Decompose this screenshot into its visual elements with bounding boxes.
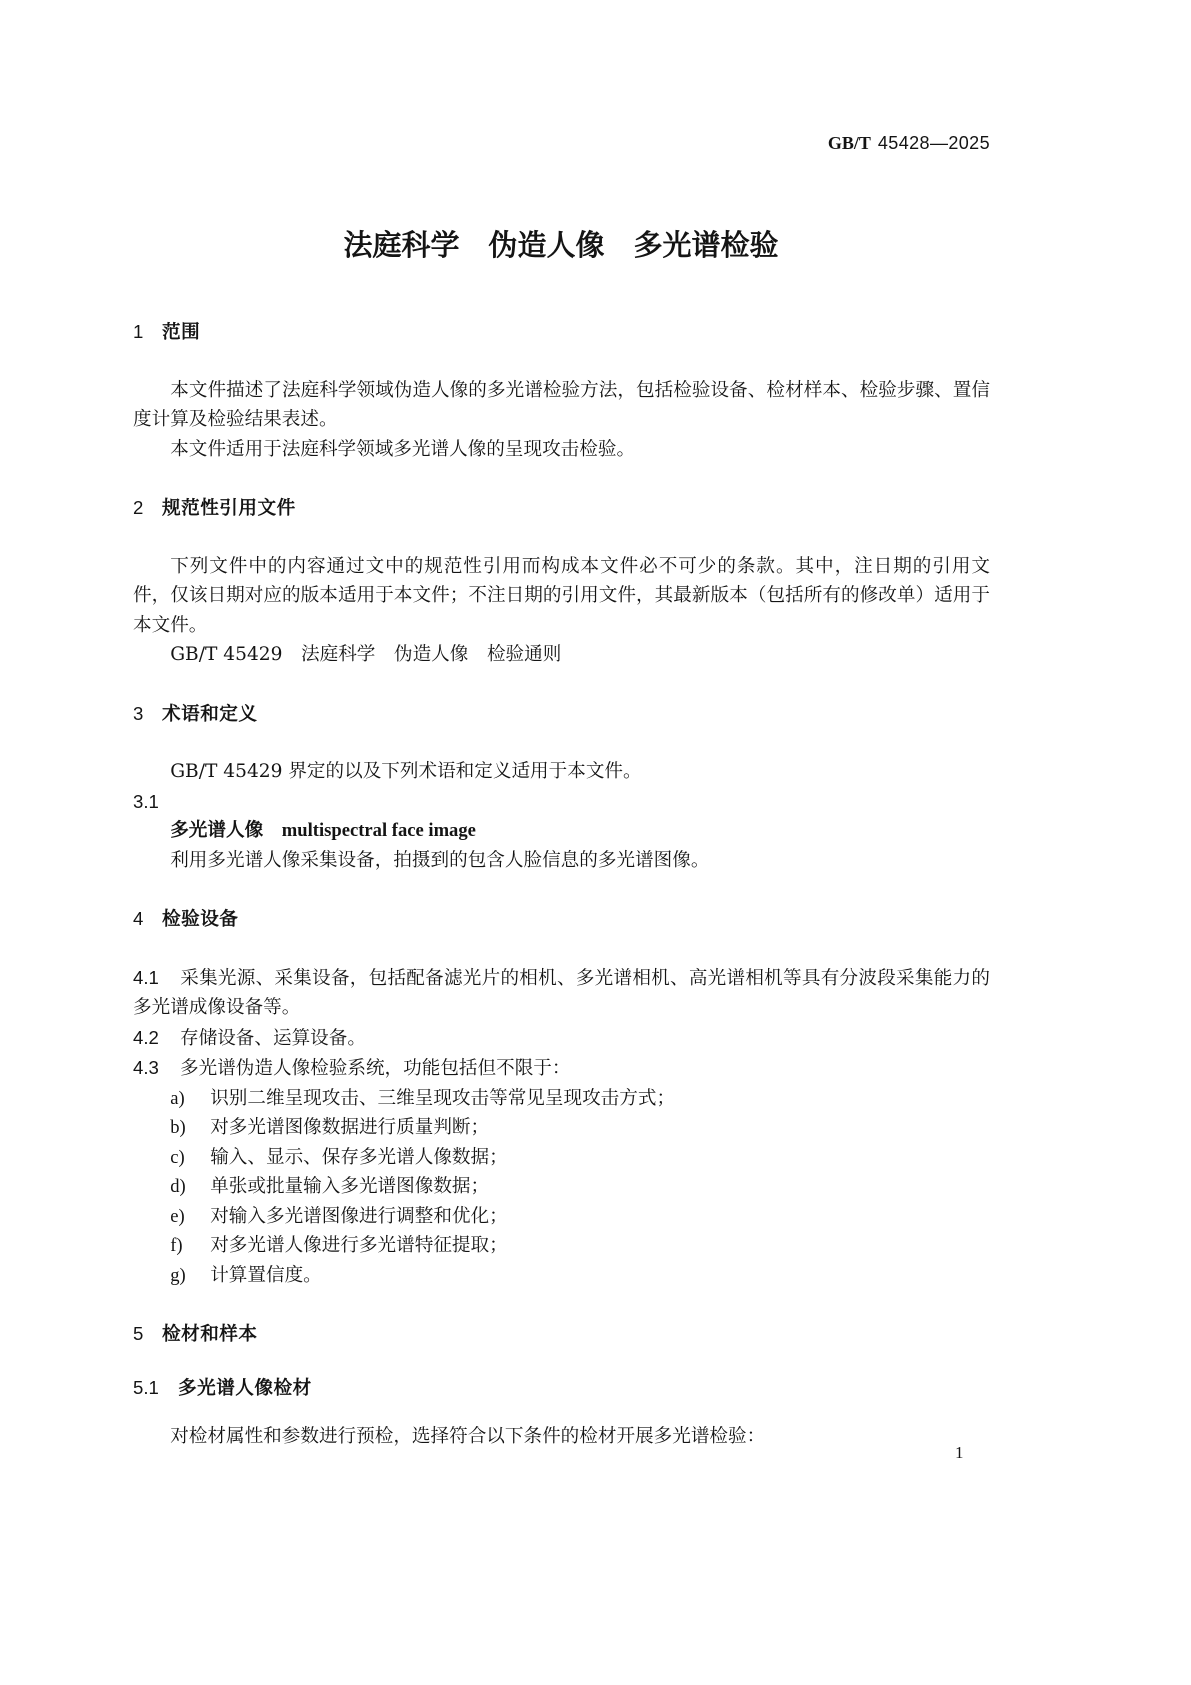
list-item [133,1231,990,1261]
list-item-text: 对多光谱图像数据进行质量判断； [210,1117,490,1138]
list-item-label: a) [170,1087,185,1109]
section-number: 5 [133,1323,144,1344]
section-heading-equipment [133,904,990,935]
list-item-label: e) [170,1205,185,1227]
section-number: 2 [133,497,144,518]
clause-number: 4.3 [133,1057,159,1078]
list-item [133,1143,990,1173]
paragraph-line: 件，仅该日期对应的版本适用于本文件；不注日期的引用文件，其最新版本（包括所有的修改单）适用于 [133,585,990,606]
list-item-text: 计算置信度。 [210,1264,322,1286]
list-item [133,1172,990,1202]
list-item-label: b) [170,1117,186,1138]
clause-number: 4.1 [133,966,159,988]
list-item-text: 输入、显示、保存多光谱人像数据； [210,1146,508,1168]
section-title: 术语和定义 [162,703,258,725]
section-title: 检验设备 [162,909,239,930]
term-name-cn: 多光谱人像 [170,820,264,841]
paragraph-line: 下列文件中的内容通过文中的规范性引用而构成本文件必不可少的条款。其中，注日期的引用文 [170,555,990,577]
section-title: 规范性引用文件 [162,498,296,519]
scope-paragraph [133,376,990,435]
page-number: 1 [955,1443,964,1462]
list-item-label: d) [170,1176,186,1197]
paragraph-line: 度计算及检验结果表述。 [133,409,338,430]
term-name-en: multispectral face image [281,820,476,841]
clause-text: 多光谱伪造人像检验系统，功能包括但不限于： [180,1058,571,1079]
subsection-number: 5.1 [133,1377,159,1398]
section-heading-terms-definitions [133,699,990,730]
document-title: 法庭科学 伪造人像 多光谱检验 [343,228,779,262]
samples-paragraph: 对检材属性和参数进行预检，选择符合以下条件的检材开展多光谱检验： [170,1426,766,1447]
clause-4-3 [133,1053,990,1084]
scope-applicability-paragraph: 本文件适用于法庭科学领域多光谱人像的呈现攻击检验。 [170,438,636,460]
section-number: 4 [133,908,144,929]
section-heading-normative-references [133,493,990,524]
standard-code-prefix: GB/T [827,133,871,153]
terms-intro-paragraph: GB/T 45429 界定的以及下列术语和定义适用于本文件。 [170,761,642,782]
paragraph-line: 多光谱成像设备等。 [133,997,301,1018]
list-item [133,1202,990,1232]
term-definition: 利用多光谱人像采集设备，拍摄到的包含人脸信息的多光谱图像。 [170,849,710,871]
references-paragraph [133,552,990,641]
list-item [133,1113,990,1143]
list-item-label: c) [170,1146,185,1168]
list-item-label: g) [170,1264,186,1286]
paragraph-line [133,963,990,994]
section-heading-scope [133,317,990,348]
list-item-text: 对多光谱人像进行多光谱特征提取； [210,1235,508,1256]
term-number: 3.1 [133,790,159,812]
reference-entry: GB/T 45429 法庭科学 伪造人像 检验通则 [170,644,562,665]
clause-text: 采集光源、采集设备，包括配备滤光片的相机、多光谱相机、高光谱相机等具有分波段采集能力的 [180,967,990,989]
list-item [133,1261,990,1291]
clause-4-1 [133,963,990,1023]
section-title: 范围 [162,322,201,343]
list-item [133,1084,990,1114]
subsection-heading-5-1 [133,1373,990,1404]
clause-number: 4.2 [133,1026,159,1048]
clause-4-2 [133,1023,990,1054]
standard-code-number: 45428—2025 [877,133,990,153]
document-body [133,317,990,1452]
function-list [133,1084,990,1291]
section-title: 检材和样本 [162,1324,258,1345]
section-heading-samples [133,1319,990,1350]
list-item-label: f) [170,1235,183,1256]
subsection-title: 多光谱人像检材 [178,1378,312,1399]
term-entry [133,816,990,846]
list-item-text: 识别二维呈现攻击、三维呈现攻击等常见呈现攻击方式； [210,1087,676,1109]
list-item-text: 对输入多光谱图像进行调整和优化； [210,1205,508,1227]
paragraph-line: 本文件描述了法庭科学领域伪造人像的多光谱检验方法，包括检验设备、检材样本、检验步骤、置信 [170,379,990,401]
clause-text: 存储设备、运算设备。 [180,1027,366,1049]
paragraph-line: 本文件。 [133,614,208,636]
standard-code-header [828,131,990,155]
section-number: 3 [133,702,144,724]
list-item-text: 单张或批量输入多光谱图像数据； [210,1176,490,1197]
section-number: 1 [133,321,144,342]
